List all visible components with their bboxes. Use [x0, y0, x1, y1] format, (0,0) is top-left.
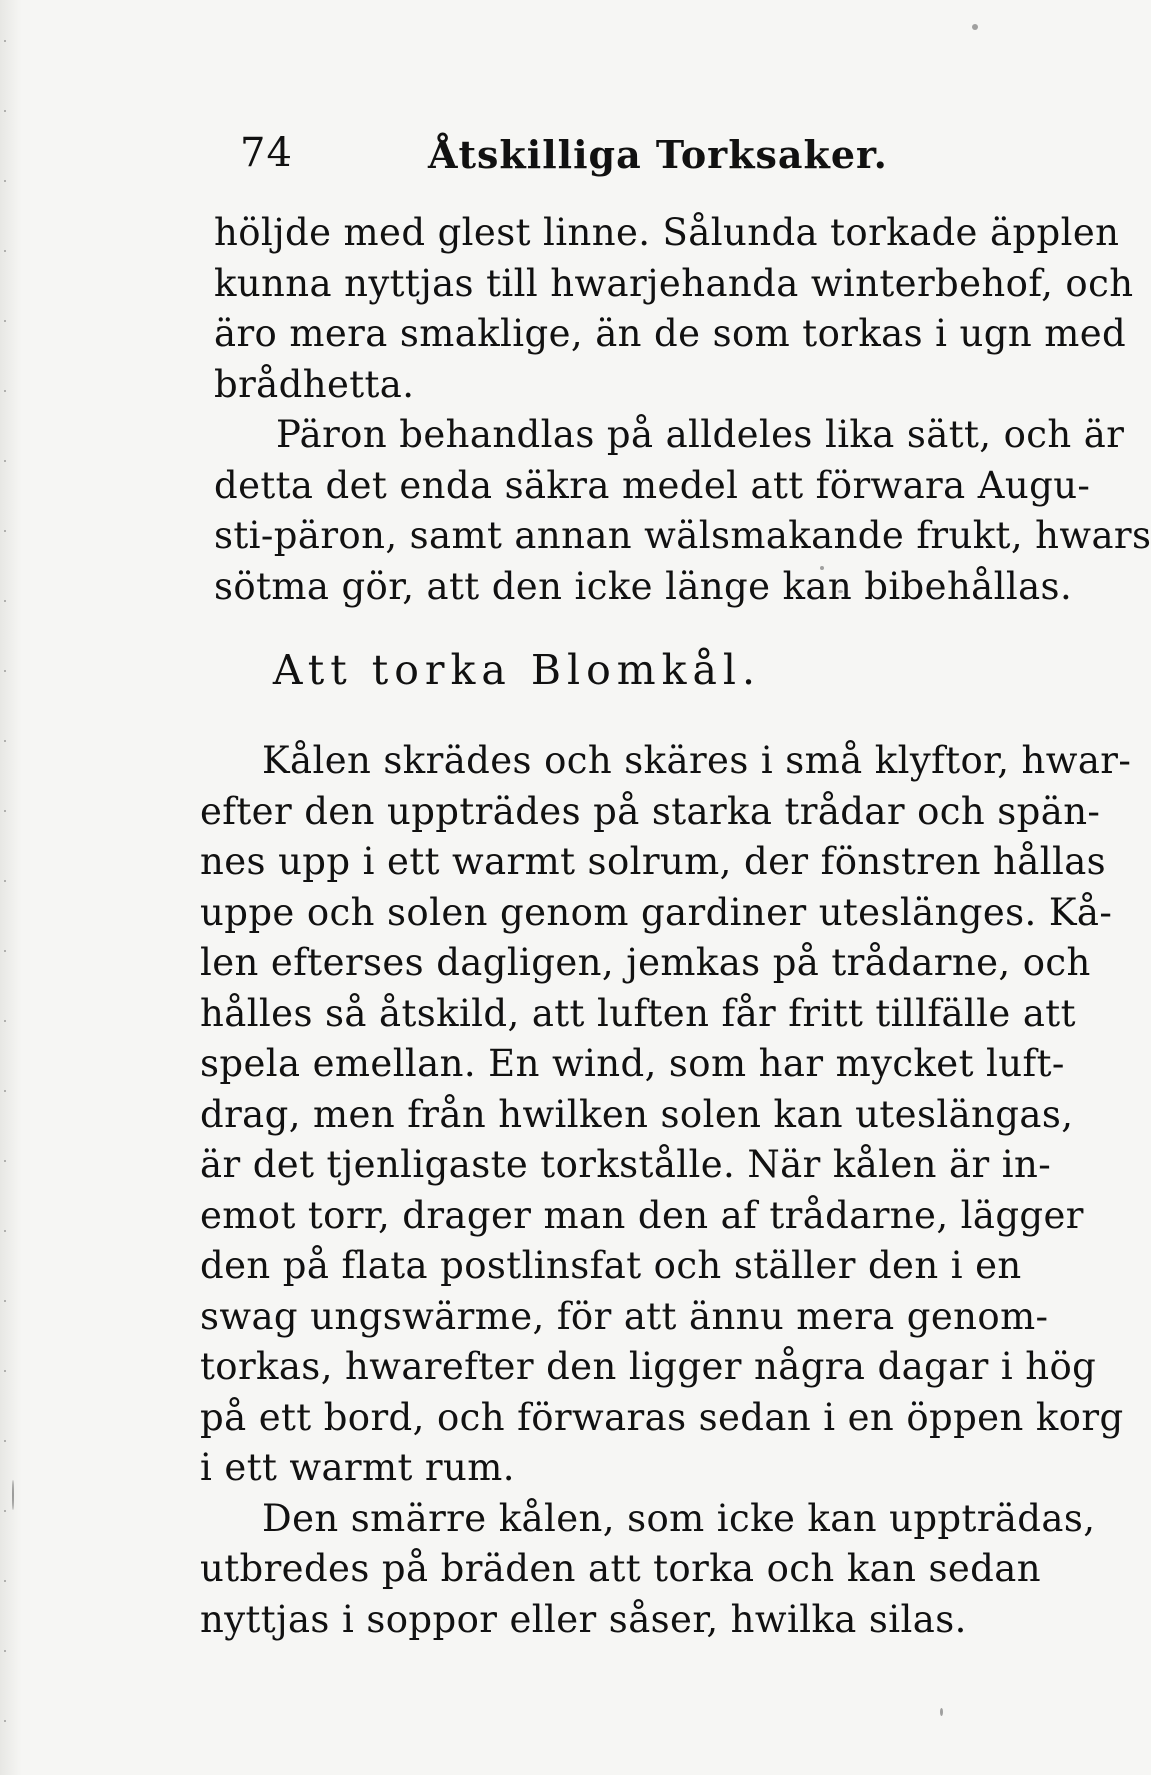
ink-speck — [838, 590, 843, 593]
paragraph-3-line-4: uppe och solen genom gardiner uteslänges. Kå- — [200, 890, 1113, 934]
section-title: Att torka Blomkål. — [272, 646, 762, 694]
paragraph-3-line-10: emot torr, drager man den af trådarne, lägger — [200, 1193, 1084, 1237]
page-number: 74 — [240, 130, 293, 176]
paragraph-3-line-15: i ett warmt rum. — [200, 1446, 515, 1489]
paragraph-3-line-5: len efterses dagligen, jemkas på trådarne, och — [200, 941, 1091, 984]
paragraph-4-line-1: Den smärre kålen, som icke kan uppträdas, — [262, 1496, 1096, 1540]
paragraph-4-line-3: nyttjas i soppor eller såser, hwilka silas. — [200, 1597, 967, 1641]
page-header — [214, 126, 974, 180]
paragraph-3-line-12: swag ungswärme, för att ännu mera genom- — [200, 1294, 1049, 1338]
paragraph-1-line-4: brådhetta. — [214, 362, 415, 406]
paragraph-3-line-6: hålles så åtskild, att luften får fritt tillfälle att — [200, 991, 1076, 1035]
paragraph-1-line-3: äro mera smaklige, än de som torkas i ugn med — [214, 312, 1127, 355]
page-edge-shadow — [0, 0, 22, 1775]
paragraph-3-line-9: är det tjenligaste torkstålle. När kålen är in- — [200, 1143, 1052, 1186]
paragraph-1-and-2 — [214, 208, 1151, 612]
paragraph-3-line-14: på ett bord, och förwaras sedan i en öppen korg — [200, 1395, 1124, 1439]
paragraph-3-line-7: spela emellan. En wind, som har mycket luft- — [200, 1042, 1065, 1085]
paragraph-1-line-1: höljde med glest linne. Sålunda torkade äpplen — [214, 211, 1120, 254]
paragraph-2-line-2: detta det enda säkra medel att förwara Augu- — [214, 463, 1091, 507]
ink-speck — [972, 24, 978, 30]
ink-speck — [820, 566, 824, 570]
paragraph-3-line-2: efter den uppträdes på starka trådar och spän- — [200, 789, 1101, 833]
paragraph-3-line-3: nes upp i ett warmt solrum, der fönstren hållas — [200, 840, 1107, 883]
paragraph-3-line-8: drag, men från hwilken solen kan uteslängas, — [200, 1092, 1074, 1136]
paragraph-3-line-11: den på flata postlinsfat och ställer den i en — [200, 1244, 1022, 1287]
paragraph-1-line-2: kunna nyttjas till hwarjehanda winterbehof, och — [214, 261, 1134, 305]
running-head: Åtskilliga Torksaker. — [428, 132, 888, 177]
paragraph-3-line-1: Kålen skrädes och skäres i små klyftor, hwar- — [262, 739, 1132, 782]
paragraph-2-line-1: Päron behandlas på alldeles lika sätt, och är — [276, 413, 1125, 456]
ink-speck — [12, 1480, 14, 1510]
ink-speck — [940, 1708, 943, 1716]
paragraph-4-line-2: utbredes på bräden att torka och kan sedan — [200, 1547, 1041, 1590]
paragraph-2-line-4: sötma gör, att den icke länge kan bibehållas. — [214, 564, 1073, 608]
paragraph-2-line-3: sti-päron, samt annan wälsmakande frukt, hwars — [214, 514, 1151, 557]
paragraph-3-line-13: torkas, hwarefter den ligger några dagar i hög — [200, 1345, 1097, 1388]
paragraph-3-and-4 — [200, 736, 1132, 1645]
